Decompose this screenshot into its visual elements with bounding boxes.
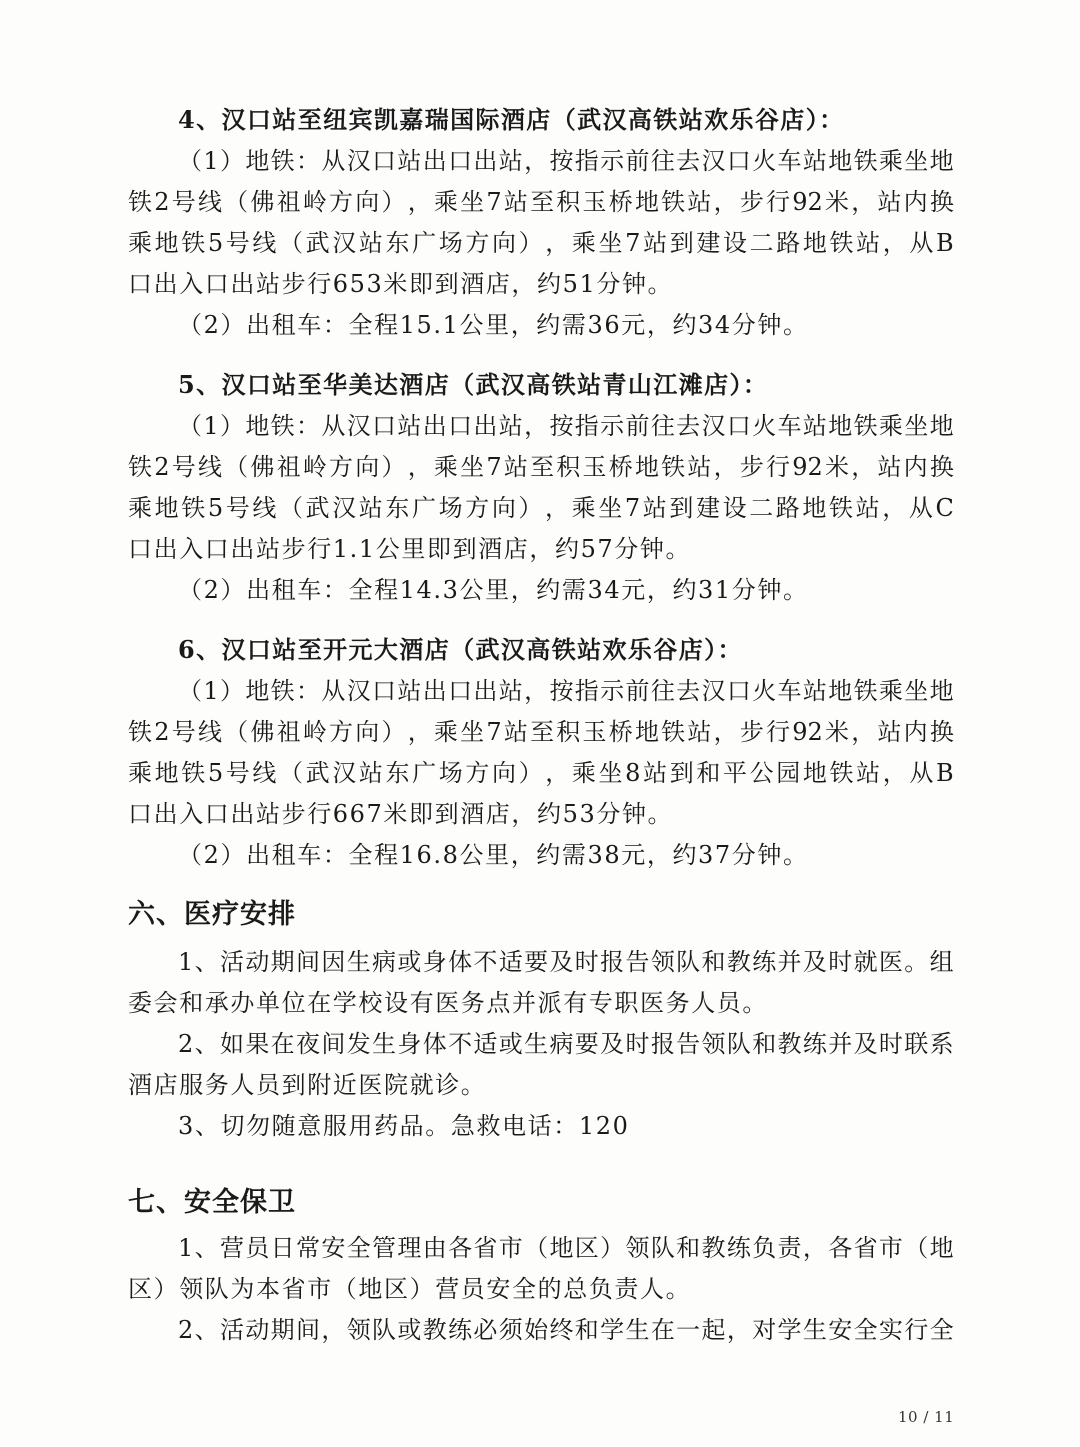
paragraph-line: （ 1 ） 地 铁 ： 从 汉 口 站 出 口 出 站 ， 按 指 示 前 往 去 汉 口 火 车 站 地 铁 乘 坐 地 [178, 677, 954, 705]
paragraph-line: 乘 地 铁 5 号 线 （ 武 汉 站 东 广 场 方 向 ） ， 乘 坐 8 站 到 和 平 公 园 地 铁 站 ， 从 B [128, 759, 954, 787]
paragraph-line: 乘 地 铁 5 号 线 （ 武 汉 站 东 广 场 方 向 ） ， 乘 坐 7 站 到 建 设 二 路 地 铁 站 ， 从 C [128, 494, 954, 522]
paragraph-line: （ 1 ） 地 铁 ： 从 汉 口 站 出 口 出 站 ， 按 指 示 前 往 去 汉 口 火 车 站 地 铁 乘 坐 地 [178, 147, 954, 175]
paragraph-line: （2）出租车：全程14.3公里，约需34元，约31分钟。 [178, 576, 809, 604]
paragraph-line: 1 、 活 动 期 间 因 生 病 或 身 体 不 适 要 及 时 报 告 领 队 和 教 练 并 及 时 就 医 。 组 [178, 948, 954, 976]
paragraph-line: 铁 2 号 线 （ 佛 祖 岭 方 向 ） ， 乘 坐 7 站 至 积 玉 桥 地 铁 站 ， 步 行 92 米 ， 站 内 换 [128, 453, 954, 481]
paragraph-line: 3、切勿随意服用药品。急救电话：120 [178, 1112, 630, 1140]
paragraph-line: 区）领队为本省市（地区）营员安全的总负责人。 [128, 1275, 692, 1303]
subheading: 6、汉口站至开元大酒店（武汉高铁站欢乐谷店）： [178, 635, 743, 664]
paragraph-line: 酒店服务人员到附近医院就诊。 [128, 1071, 487, 1099]
page-number: 10 / 11 [898, 1408, 955, 1426]
paragraph-line: （ 1 ） 地 铁 ： 从 汉 口 站 出 口 出 站 ， 按 指 示 前 往 去 汉 口 火 车 站 地 铁 乘 坐 地 [178, 412, 954, 440]
paragraph-line: 委会和承办单位在学校设有医务点并派有专职医务人员。 [128, 989, 768, 1017]
paragraph-line: 口出入口出站步行1.1公里即到酒店，约57分钟。 [128, 535, 692, 563]
paragraph-line: 口出入口出站步行667米即到酒店，约53分钟。 [128, 800, 674, 828]
paragraph-line: 铁 2 号 线 （ 佛 祖 岭 方 向 ） ， 乘 坐 7 站 至 积 玉 桥 地 铁 站 ， 步 行 92 米 ， 站 内 换 [128, 188, 954, 216]
section-heading: 七、安全保卫 [128, 1187, 296, 1218]
paragraph-line: 乘 地 铁 5 号 线 （ 武 汉 站 东 广 场 方 向 ） ， 乘 坐 7 站 到 建 设 二 路 地 铁 站 ， 从 B [128, 229, 954, 257]
paragraph-line: 2 、 活 动 期 间 ， 领 队 或 教 练 必 须 始 终 和 学 生 在 一 起 ， 对 学 生 安 全 实 行 全 [178, 1316, 954, 1344]
subheading: 4、汉口站至纽宾凯嘉瑞国际酒店（武汉高铁站欢乐谷店）： [178, 105, 845, 134]
paragraph-line: 2 、 如 果 在 夜 间 发 生 身 体 不 适 或 生 病 要 及 时 报 告 领 队 和 教 练 并 及 时 联 系 [178, 1030, 954, 1058]
section-heading: 六、医疗安排 [128, 899, 296, 930]
paragraph-line: 口出入口出站步行653米即到酒店，约51分钟。 [128, 270, 674, 298]
paragraph-line: 1 、 营 员 日 常 安 全 管 理 由 各 省 市 （ 地 区 ） 领 队 和 教 练 负 责 ， 各 省 市 （ 地 [178, 1234, 954, 1262]
paragraph-line: （2）出租车：全程15.1公里，约需36元，约34分钟。 [178, 311, 809, 339]
paragraph-line: （2）出租车：全程16.8公里，约需38元，约37分钟。 [178, 841, 809, 869]
subheading: 5、汉口站至华美达酒店（武汉高铁站青山江滩店）： [178, 370, 769, 399]
paragraph-line: 铁 2 号 线 （ 佛 祖 岭 方 向 ） ， 乘 坐 7 站 至 积 玉 桥 地 铁 站 ， 步 行 92 米 ， 站 内 换 [128, 718, 954, 746]
